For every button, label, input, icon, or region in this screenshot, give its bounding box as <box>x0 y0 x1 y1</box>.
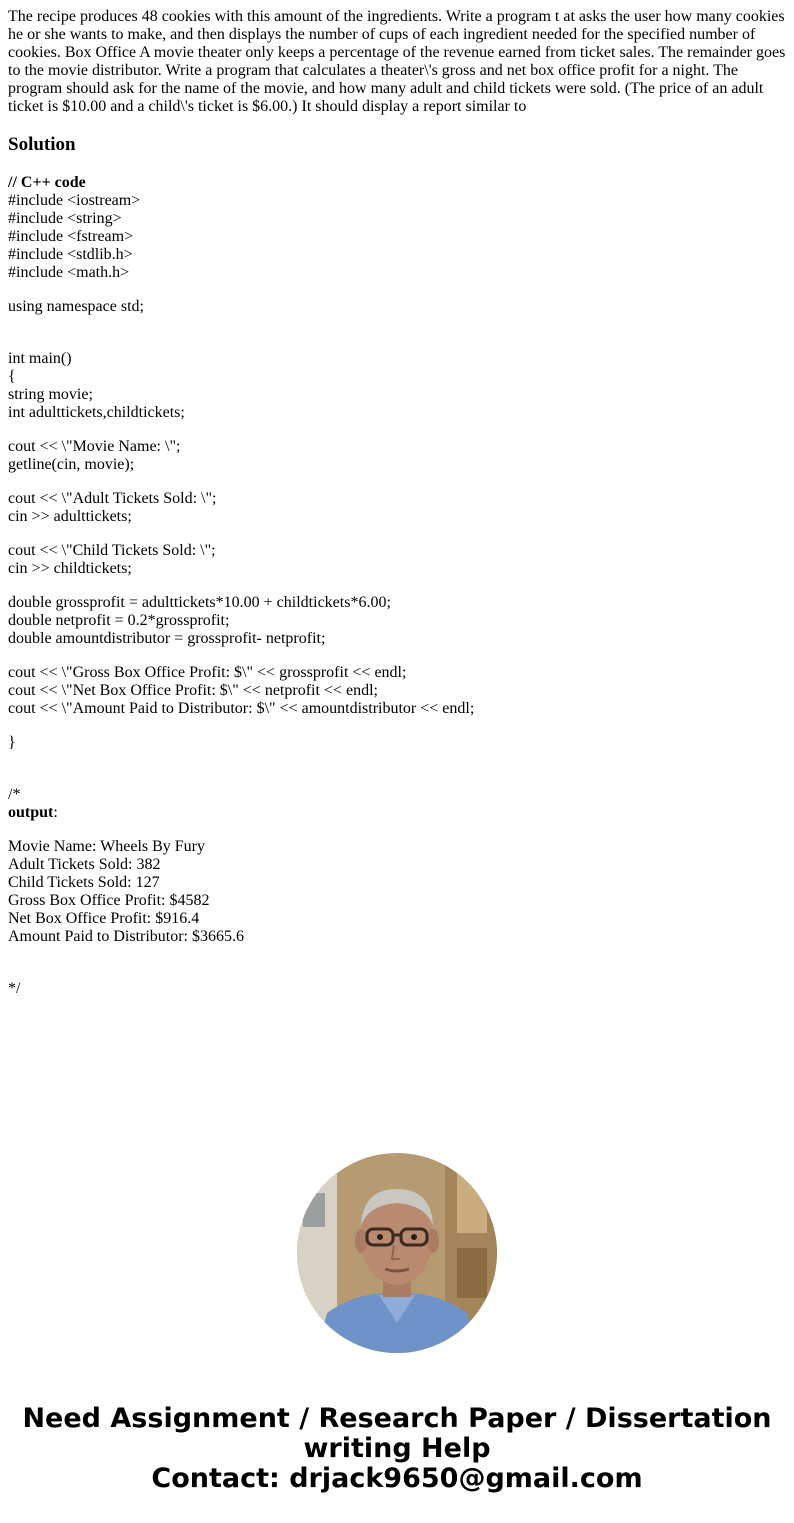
calculation-block <box>8 594 788 648</box>
solution-heading: Solution <box>8 134 76 155</box>
code-line: cin >> adulttickets; <box>8 508 132 525</box>
promo-line-1: Need Assignment / Research Paper / Dissertation <box>22 1403 772 1434</box>
child-input-block <box>8 542 788 578</box>
comment-close: */ <box>8 980 21 997</box>
output-label-line <box>8 804 788 822</box>
code-header <box>8 174 788 282</box>
main-declarations <box>8 350 788 422</box>
using-namespace <box>8 298 788 316</box>
code-block <box>8 174 788 998</box>
output-line: Amount Paid to Distributor: $3665.6 <box>8 928 244 945</box>
adult-input-block <box>8 490 788 526</box>
code-line: double amountdistributor = grossprofit- netprofit; <box>8 630 326 647</box>
main-signature: int main() <box>8 350 72 367</box>
include-line: #include <iostream> <box>8 192 141 209</box>
code-line: cout << \"Amount Paid to Distributor: $\" << amountdistributor << endl; <box>8 700 475 717</box>
output-line: Movie Name: Wheels By Fury <box>8 838 206 855</box>
promo-line-2: writing Help <box>303 1433 491 1464</box>
promo-banner <box>0 1404 794 1494</box>
movie-input-block <box>8 438 788 474</box>
comment-open-block <box>8 786 788 822</box>
sample-output <box>8 838 788 946</box>
code-line: cout << \"Adult Tickets Sold: \"; <box>8 490 217 507</box>
question-text: The recipe produces 48 cookies with this amount of the ingredients. Write a program t at asks the user how many cookies he or she wants to make, and then displays the number of cups of each ingredient needed for the specified number of cookies. Box Office A movie theater only keeps a percentage of the revenue earned from ticket sales. The remainder goes to the movie distributor. Write a program that calculates a theater\'s gross and net box office profit for a night. The program should ask for the name of the movie, and how many adult and child tickets were sold. (The price of an adult ticket is $10.00 and a child\'s ticket is $6.00.) It should display a report similar to <box>8 8 786 115</box>
comment-close-block <box>8 980 788 998</box>
code-line: double grossprofit = adulttickets*10.00 + childtickets*6.00; <box>8 594 391 611</box>
code-line: cin >> childtickets; <box>8 560 132 577</box>
code-line: cout << \"Gross Box Office Profit: $\" << grossprofit << endl; <box>8 664 407 681</box>
output-line: Child Tickets Sold: 127 <box>8 874 160 891</box>
include-line: #include <math.h> <box>8 264 130 281</box>
output-label: output <box>8 804 54 821</box>
promo-contact: Contact: drjack9650@gmail.com <box>151 1463 643 1494</box>
code-line: cout << \"Movie Name: \"; <box>8 438 181 455</box>
include-line: #include <string> <box>8 210 122 227</box>
output-block <box>8 664 788 718</box>
main-close-brace: } <box>8 734 16 751</box>
main-close <box>8 734 788 752</box>
comment-open: /* <box>8 786 21 803</box>
author-photo <box>297 1153 497 1353</box>
code-line: cout << \"Child Tickets Sold: \"; <box>8 542 216 559</box>
output-colon: : <box>53 804 58 821</box>
include-line: #include <fstream> <box>8 228 134 245</box>
declaration-line: int adulttickets,childtickets; <box>8 404 185 421</box>
code-line: getline(cin, movie); <box>8 456 135 473</box>
using-line: using namespace std; <box>8 298 144 315</box>
code-comment-title: // C++ code <box>8 174 86 191</box>
code-line: double netprofit = 0.2*grossprofit; <box>8 612 230 629</box>
main-open-brace: { <box>8 368 16 385</box>
declaration-line: string movie; <box>8 386 93 403</box>
output-line: Net Box Office Profit: $916.4 <box>8 910 200 927</box>
document-content <box>8 8 788 1014</box>
code-line: cout << \"Net Box Office Profit: $\" << netprofit << endl; <box>8 682 378 699</box>
output-line: Adult Tickets Sold: 382 <box>8 856 161 873</box>
author-photo-illustration <box>297 1153 497 1353</box>
output-line: Gross Box Office Profit: $4582 <box>8 892 210 909</box>
include-line: #include <stdlib.h> <box>8 246 133 263</box>
